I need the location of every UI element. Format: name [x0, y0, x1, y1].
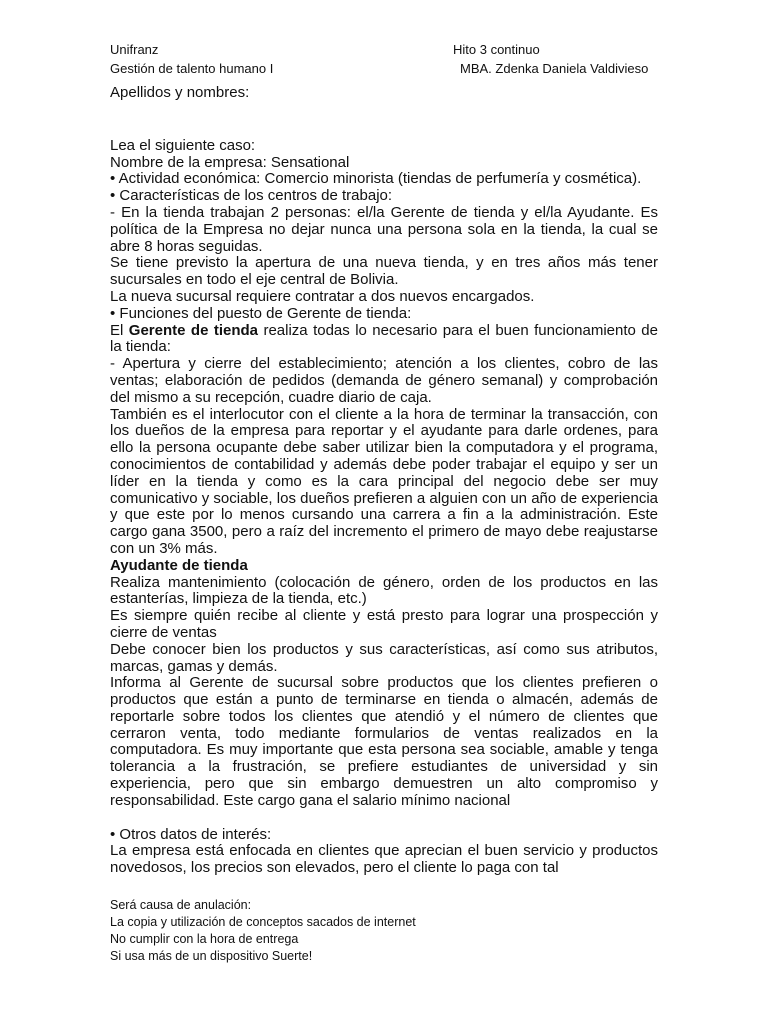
footer-notes [110, 897, 670, 965]
name-field-label: Apellidos y nombres: [110, 84, 250, 101]
footer-line: Si usa más de un dispositivo Suerte! [110, 949, 313, 963]
spacer [110, 810, 658, 827]
assistant-heading-text: Ayudante de tienda [110, 556, 248, 574]
hiring-paragraph: La nueva sucursal requiere contratar a dos nuevos encargados. [110, 287, 535, 305]
instructor-name: MBA. Zdenka Daniela Valdivieso [460, 61, 649, 76]
manager-heading: • Funciones del puesto de Gerente de tienda: [110, 304, 412, 322]
manager-intro [110, 323, 658, 357]
footer-line: Será causa de anulación: [110, 898, 252, 912]
workplace-paragraph: - En la tienda trabajan 2 personas: el/la Gerente de tienda y el/la Ayudante. Es política de la Empresa no dejar nunca una persona sola en la tienda, la cual se abre 8 horas seguidas. [110, 203, 658, 255]
assistant-maintenance: Realiza mantenimiento (colocación de género, orden de los productos en las estanterías, limpieza de la tienda, etc.) [110, 573, 658, 608]
document-body [110, 85, 658, 877]
other-heading: • Otros datos de interés: [110, 825, 272, 843]
spacer [110, 102, 658, 138]
manager-intro-pre: El [110, 321, 129, 339]
assistant-profile: Informa al Gerente de sucursal sobre productos que los clientes prefieren o productos que están a punto de terminarse en tienda o almacén, además de reportarle sobre todos los clientes que atendió y el número de clientes que cerraron venta, todo mediante formularios de ventas realizados en la computadora. Es muy importante que esta persona sea sociable, amable y tenga tolerancia a la frustración, se prefiere estudiantes de universidad y sin experiencia, pero que sin embargo demuestren un alto compromiso y responsabilidad. Este cargo gana el salario mínimo nacional [110, 674, 658, 809]
footer-line: No cumplir con la hora de entrega [110, 932, 299, 946]
document-header [110, 40, 670, 78]
institution-name: Unifranz [110, 42, 159, 57]
assistant-knowledge: Debe conocer bien los productos y sus características, así como sus atributos, marcas, gamas y demás. [110, 640, 658, 675]
course-name: Gestión de talento humano I [110, 61, 274, 76]
manager-intro-post: realiza todas lo necesario para el buen funcionamiento de la tienda: [110, 321, 658, 356]
manager-duties: - Apertura y cierre del establecimiento; atención a los clientes, cobro de las ventas; elaboración de pedidos (demanda de género semanal) y comprobación del mismo a su recepción, cuadre diario de caja. [110, 355, 658, 406]
footer-line: La copia y utilización de conceptos sacados de internet [110, 915, 416, 929]
company-name: Nombre de la empresa: Sensational [110, 153, 350, 171]
manager-profile: También es el interlocutor con el cliente a la hora de terminar la transacción, con los dueños de la empresa para reportar y el ayudante para darle ordenes, para ello la persona ocupante debe saber utilizar bien la computadora y el programa, conocimientos de contabilidad y además debe poder trabajar el equipo y ser un líder en la tienda y como es la cara principal del negocio debe ser muy comunicativo y sociable, los dueños prefieren a alguien con un año de experiencia y que este por lo menos cursando una carrera a fin a la administración. Este cargo gana 3500, pero a raíz del incremento el primero de mayo debe reajustarse con un 3% más. [110, 405, 658, 557]
intro-text: Lea el siguiente caso: [110, 136, 256, 154]
economic-activity: • Actividad económica: Comercio minorista (tiendas de perfumería y cosmética). [110, 170, 642, 188]
assignment-title: Hito 3 continuo [453, 42, 540, 57]
assistant-heading [110, 558, 658, 575]
workplace-heading: • Características de los centros de trabajo: [110, 187, 393, 205]
manager-title-bold: Gerente de tienda [128, 321, 259, 339]
expansion-paragraph: Se tiene previsto la apertura de una nueva tienda, y en tres años más tener sucursales en todo el eje central de Bolivia. [110, 254, 658, 289]
assistant-reception: Es siempre quién recibe al cliente y está presto para lograr una prospección y cierre de ventas [110, 607, 658, 641]
other-paragraph: La empresa está enfocada en clientes que aprecian el buen servicio y productos novedosos, los precios son elevados, pero el cliente lo paga con tal [110, 842, 658, 877]
